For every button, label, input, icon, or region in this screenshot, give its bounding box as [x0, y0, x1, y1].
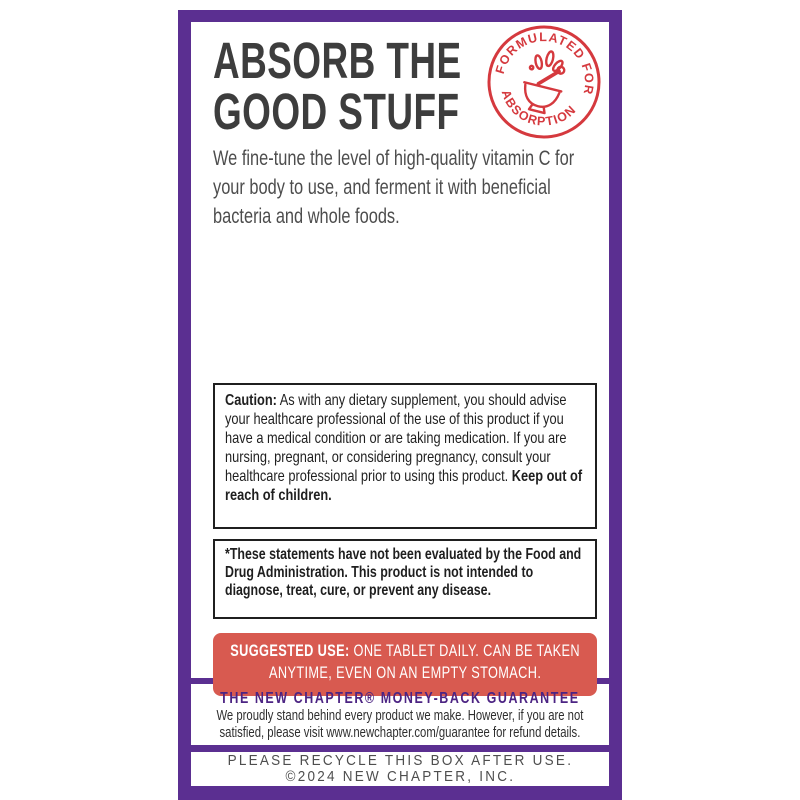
- caution-box: [213, 383, 597, 529]
- recycle-text: PLEASE RECYCLE THIS BOX AFTER USE.: [227, 752, 573, 769]
- suggested-use-box: [213, 633, 597, 696]
- caution-label: Caution:: [225, 392, 277, 409]
- label-frame: [178, 10, 622, 800]
- guarantee-body-line-2: satisfied, please visit www.newchapter.com/guarantee for refund details.: [219, 725, 581, 741]
- caution-body: [225, 391, 585, 505]
- svg-text:FORMULATED FOR: [493, 19, 608, 97]
- fda-disclaimer-box: [213, 539, 597, 619]
- suggested-use-label: SUGGESTED USE:: [230, 641, 350, 660]
- mortar-pestle-icon: [518, 47, 570, 116]
- headline-line-2: GOOD STUFF: [213, 83, 460, 141]
- headline-line-1: ABSORB THE: [213, 32, 462, 90]
- copyright-text: ©2024 NEW CHAPTER, INC.: [285, 768, 515, 785]
- recycle-section: [191, 752, 609, 786]
- keep-out-of-reach-text: Keep out of reach of children.: [225, 468, 583, 504]
- guarantee-heading: THE NEW CHAPTER® MONEY-BACK GUARANTEE: [220, 690, 580, 707]
- intro-text: We fine-tune the level of high-quality vitamin C for your body to use, and ferment it with beneficial bacteria and whole foods.: [213, 147, 575, 228]
- badge-top-text: FORMULATED FOR: [492, 30, 597, 97]
- main-panel: [191, 22, 609, 682]
- suggested-use-line-2: ANYTIME, EVEN ON AN EMPTY STOMACH.: [268, 663, 542, 682]
- suggested-use-line-1: [213, 640, 597, 662]
- suggested-use-text: ONE TABLET DAILY. CAN BE TAKEN: [349, 641, 580, 660]
- caution-text: As with any dietary supplement, you should advise your healthcare professional of the use of this product if you have a medical condition or are taking medication. If you are nursing, pregnant, or considering pregnancy, consult your healthcare professional prior to using this product.: [225, 392, 567, 485]
- guarantee-section: [191, 684, 609, 745]
- badge-bottom-text: ABSORPTION: [498, 88, 580, 129]
- guarantee-body-line-1: We proudly stand behind every product we make. However, if you are not: [216, 708, 584, 724]
- fda-disclaimer-text: *These statements have not been evaluated by the Food and Drug Administration. This product is not intended to diagnose, treat, cure, or prevent any disease.: [225, 546, 582, 599]
